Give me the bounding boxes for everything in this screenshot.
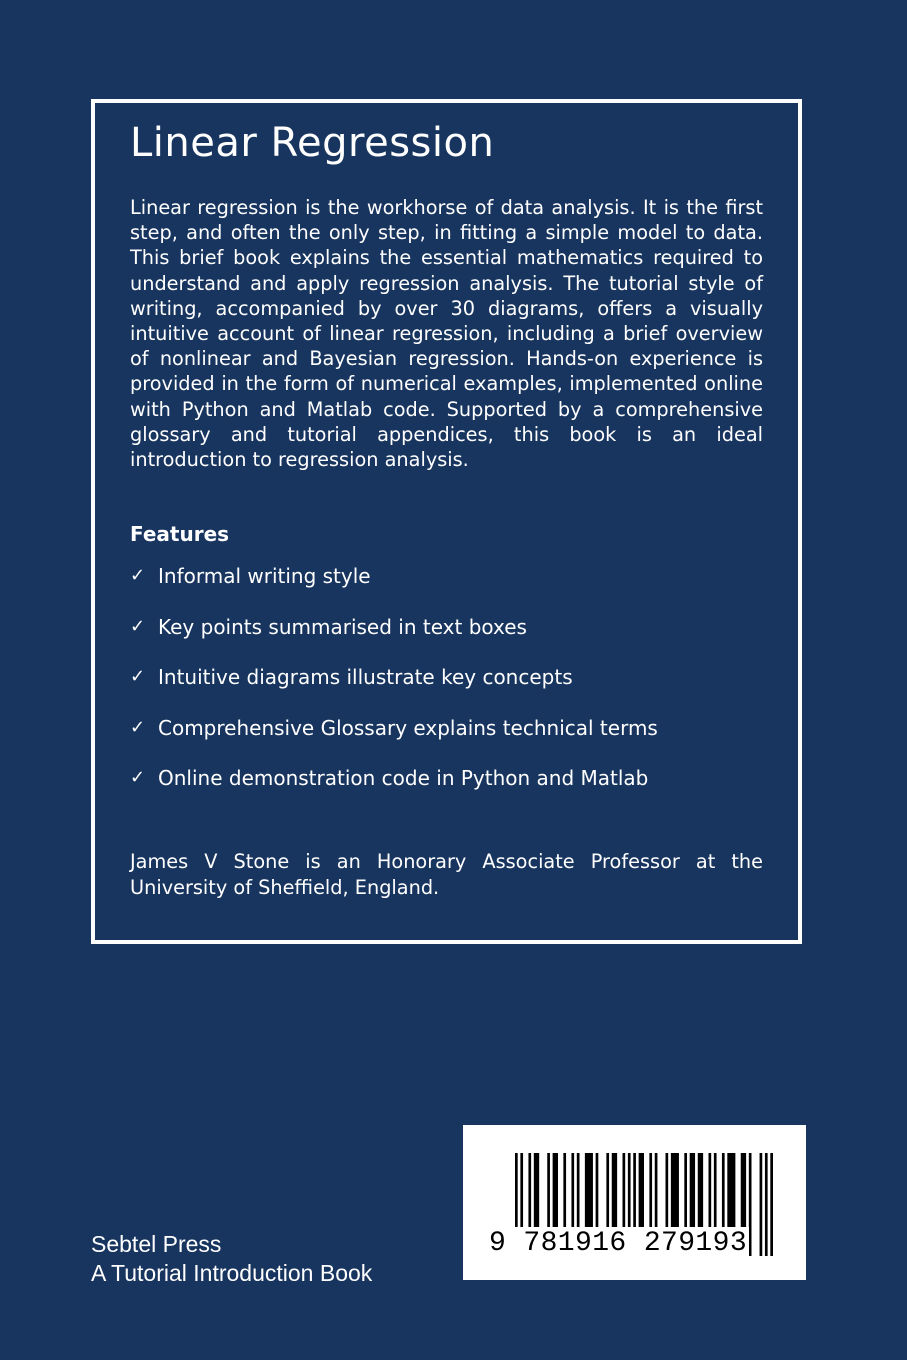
checkmark-icon: ✓ [130,615,146,637]
barcode [463,1125,806,1280]
feature-text: Intuitive diagrams illustrate key concepts [158,665,573,689]
feature-item [130,562,658,613]
features-list [130,562,658,815]
barcode-bar [760,1153,763,1256]
checkmark-icon: ✓ [130,565,146,586]
publisher-name: Sebtel Press [91,1231,222,1257]
isbn-number: 9 781916 279193 [489,1228,748,1259]
checkmark-icon: ✓ [130,767,146,788]
barcode-bar [749,1153,752,1256]
publisher-series: A Tutorial Introduction Book [91,1260,373,1286]
author-bio: James V Stone is an Honorary Associate Professor at the University of Sheffield, England. [130,850,763,899]
feature-text: Informal writing style [158,564,371,588]
feature-item [130,613,658,664]
feature-item [130,764,658,815]
feature-text: Key points summarised in text boxes [158,614,527,639]
checkmark-icon: ✓ [130,716,146,738]
barcode-bar [770,1153,773,1256]
book-title: Linear Regression [130,120,495,166]
features-heading: Features [130,522,230,546]
publisher-block [91,1230,372,1288]
feature-text: Comprehensive Glossary explains technical terms [158,715,658,740]
book-description: Linear regression is the workhorse of data analysis. It is the first step, and often the only step, in fitting a simple model to data. This brief book explains the essential mathematics required to understand and apply regression analysis. The tutorial style of writing, accompanied by over 30 diagrams, offers a visually intuitive account of linear regression, including a brief overview of nonlinear and Bayesian regression. Hands-on experience is provided in the form of numerical examples, implemented online with Python and Matlab code. Supported by a comprehensive glossary and tutorial appendices, this book is an ideal introduction to regression analysis. [130,196,763,472]
feature-text: Online demonstration code in Python and Matlab [158,766,649,790]
feature-item [130,663,658,714]
barcode-bar [765,1153,768,1256]
checkmark-icon: ✓ [130,666,146,687]
feature-item [130,714,658,765]
